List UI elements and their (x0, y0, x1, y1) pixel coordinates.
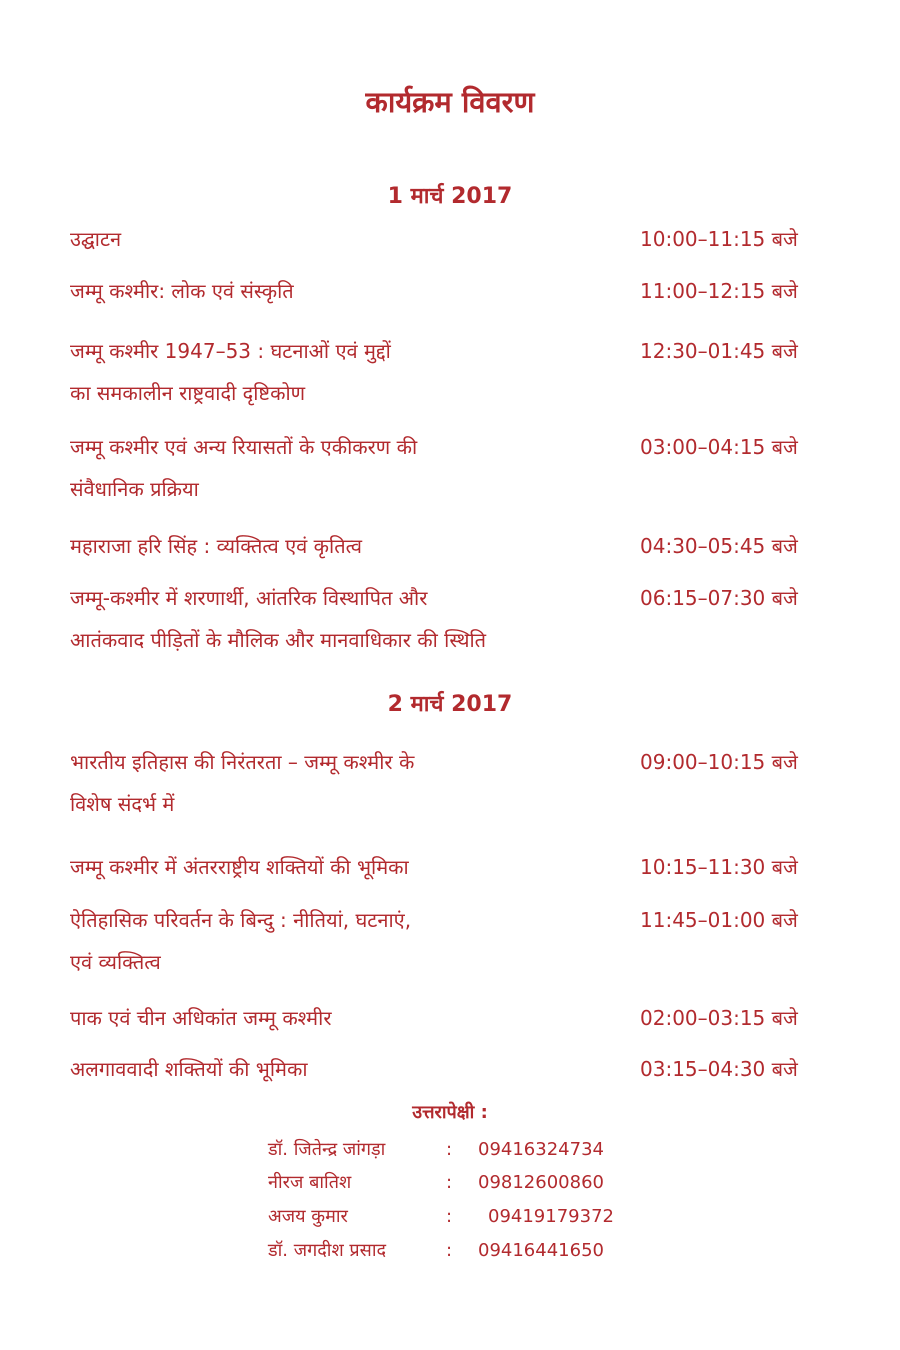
session-time: 03:15–04:30 बजे (640, 1057, 798, 1081)
session-time: 10:15–11:30 बजे (640, 855, 798, 879)
session-title-line: ऐतिहासिक परिवर्तन के बिन्दु : नीतियां, घटनाएं, (70, 908, 412, 932)
session-title (70, 846, 630, 888)
session-title (70, 525, 630, 567)
day-2-heading: 2 मार्च 2017 (387, 692, 513, 717)
page-title: कार्यक्रम विवरण (365, 85, 535, 119)
session-title-line: एवं व्यक्तित्व (70, 950, 161, 974)
contact-phone: 09812600860 (478, 1172, 604, 1193)
session-time: 02:00–03:15 बजे (640, 1006, 798, 1030)
session-title (70, 426, 630, 510)
day-1-heading: 1 मार्च 2017 (387, 184, 513, 209)
contact-separator: : (446, 1139, 453, 1160)
contact-name: नीरज बातिश (268, 1172, 352, 1193)
session-title (70, 270, 630, 312)
session-title-line: संवैधानिक प्रक्रिया (70, 477, 199, 501)
contact-separator: : (446, 1172, 453, 1193)
contact-phone: 09419179372 (488, 1206, 614, 1227)
session-title-line: उद्घाटन (70, 227, 122, 251)
session-title-line: आतंकवाद पीड़ितों के मौलिक और मानवाधिकार की स्थिति (70, 628, 487, 652)
session-time: 11:45–01:00 बजे (640, 908, 798, 932)
session-title-line: जम्मू कश्मीर में अंतरराष्ट्रीय शक्तियों की भूमिका (70, 855, 409, 879)
contact-name: डॉ. जगदीश प्रसाद (268, 1240, 387, 1261)
session-title-line: भारतीय इतिहास की निरंतरता – जम्मू कश्मीर के (70, 750, 415, 774)
session-time: 06:15–07:30 बजे (640, 586, 798, 610)
contact-phone: 09416324734 (478, 1139, 604, 1160)
session-time: 03:00–04:15 बजे (640, 435, 798, 459)
session-title-line: विशेष संदर्भ में (70, 792, 175, 816)
contact-name: डॉ. जितेन्द्र जांगड़ा (268, 1139, 386, 1160)
session-title (70, 218, 630, 260)
session-title-line: महाराजा हरि सिंह : व्यक्तित्व एवं कृतित्व (70, 534, 363, 558)
session-title (70, 741, 630, 825)
session-title-line: जम्मू-कश्मीर में शरणार्थी, आंतरिक विस्थापित और (70, 586, 428, 610)
contact-name: अजय कुमार (268, 1206, 348, 1227)
session-title-line: जम्मू कश्मीर एवं अन्य रियासतों के एकीकरण की (70, 435, 418, 459)
contact-separator: : (446, 1206, 453, 1227)
contact-separator: : (446, 1240, 453, 1261)
session-title (70, 577, 630, 661)
session-time: 09:00–10:15 बजे (640, 750, 798, 774)
session-time: 04:30–05:45 बजे (640, 534, 798, 558)
session-title (70, 899, 630, 983)
session-title-line: अलगाववादी शक्तियों की भूमिका (70, 1057, 308, 1081)
session-title-line: पाक एवं चीन अधिकांत जम्मू कश्मीर (70, 1006, 332, 1030)
session-title-line: जम्मू कश्मीर 1947–53 : घटनाओं एवं मुद्दों (70, 339, 391, 363)
session-title (70, 997, 630, 1039)
session-time: 10:00–11:15 बजे (640, 227, 798, 251)
session-title (70, 330, 630, 414)
session-title (70, 1048, 630, 1090)
session-time: 12:30–01:45 बजे (640, 339, 798, 363)
contact-phone: 09416441650 (478, 1240, 604, 1261)
contacts-heading: उत्तरापेक्षी : (412, 1102, 488, 1123)
session-title-line: का समकालीन राष्ट्रवादी दृष्टिकोण (70, 381, 306, 405)
session-title-line: जम्मू कश्मीर: लोक एवं संस्कृति (70, 279, 294, 303)
session-time: 11:00–12:15 बजे (640, 279, 798, 303)
